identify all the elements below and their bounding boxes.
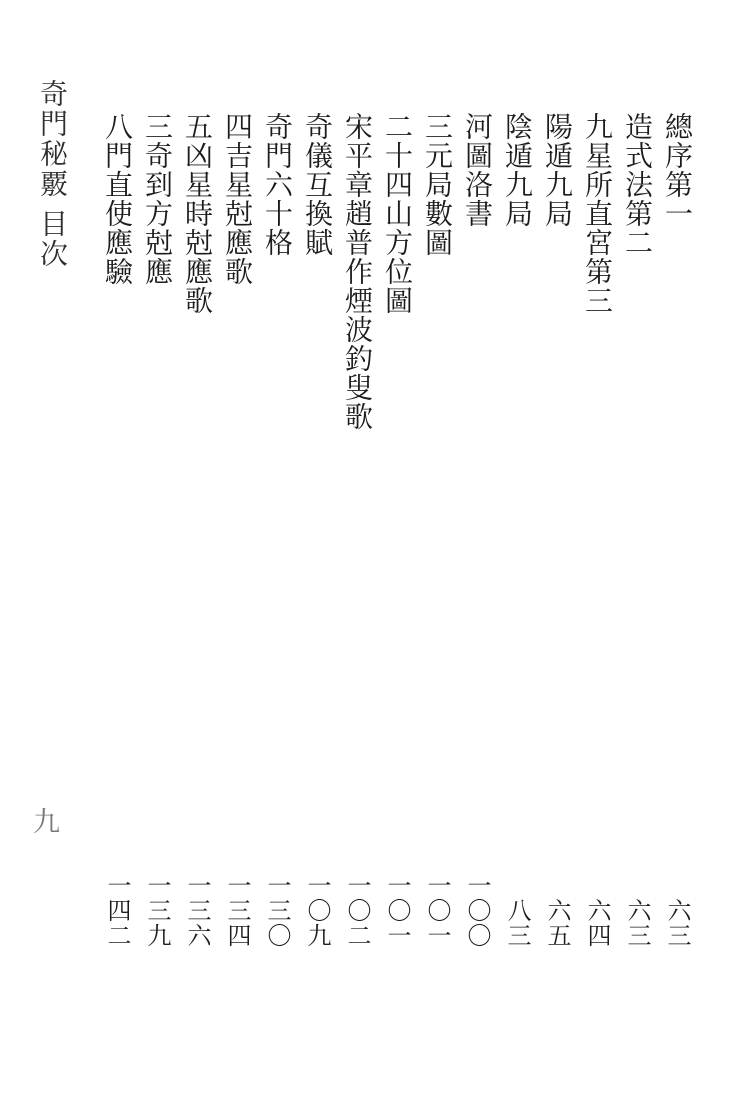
toc-entry: 奇儀互換賦	[301, 112, 332, 257]
toc-page-number: 一三四	[223, 873, 249, 948]
toc-page-number: 一三〇	[263, 873, 289, 948]
toc-entry: 九星所直宮第三	[581, 112, 612, 315]
folio-number: 九	[33, 807, 60, 837]
toc-entry: 造式法第二	[621, 112, 652, 257]
book-title: 奇門秘覈	[36, 79, 67, 199]
toc-page-number: 一〇一	[383, 873, 409, 948]
toc-page-number: 一〇九	[303, 873, 329, 948]
toc-page-number: 一〇二	[343, 873, 369, 948]
toc-page-number: 八三	[503, 898, 529, 948]
toc-page-number: 一三九	[143, 873, 169, 948]
toc-entry: 總序第一	[661, 112, 692, 228]
title-gap-spacer	[51, 199, 52, 209]
toc-page-number-list	[96, 866, 696, 948]
toc-entry: 奇門六十格	[261, 112, 292, 257]
toc-entry: 八門直使應驗	[101, 112, 132, 286]
toc-entry: 四吉星尅應歌	[221, 112, 252, 286]
toc-entry: 宋平章趙普作煙波釣叟歌	[341, 112, 372, 431]
toc-page-number: 六四	[583, 898, 609, 948]
toc-page-number: 六三	[623, 898, 649, 948]
toc-entry: 陽遁九局	[541, 112, 572, 228]
toc-label: 目次	[36, 209, 67, 269]
toc-entry: 三奇到方尅應	[141, 112, 172, 286]
toc-entry: 陰遁九局	[501, 112, 532, 228]
book-title-column	[34, 79, 68, 269]
toc-entry: 河圖洛書	[461, 112, 492, 228]
toc-entry: 五凶星時尅應歌	[181, 112, 212, 315]
toc-page-number: 六五	[543, 898, 569, 948]
toc-page-number: 六三	[663, 898, 689, 948]
toc-page-number: 一〇一	[423, 873, 449, 948]
toc-page-number: 一〇〇	[463, 873, 489, 948]
toc-page-number: 一四二	[103, 873, 129, 948]
toc-entry: 三元局數圖	[421, 112, 452, 257]
toc-page-number: 一三六	[183, 873, 209, 948]
toc-entry: 二十四山方位圖	[381, 112, 412, 315]
toc-entry-list	[96, 112, 696, 552]
